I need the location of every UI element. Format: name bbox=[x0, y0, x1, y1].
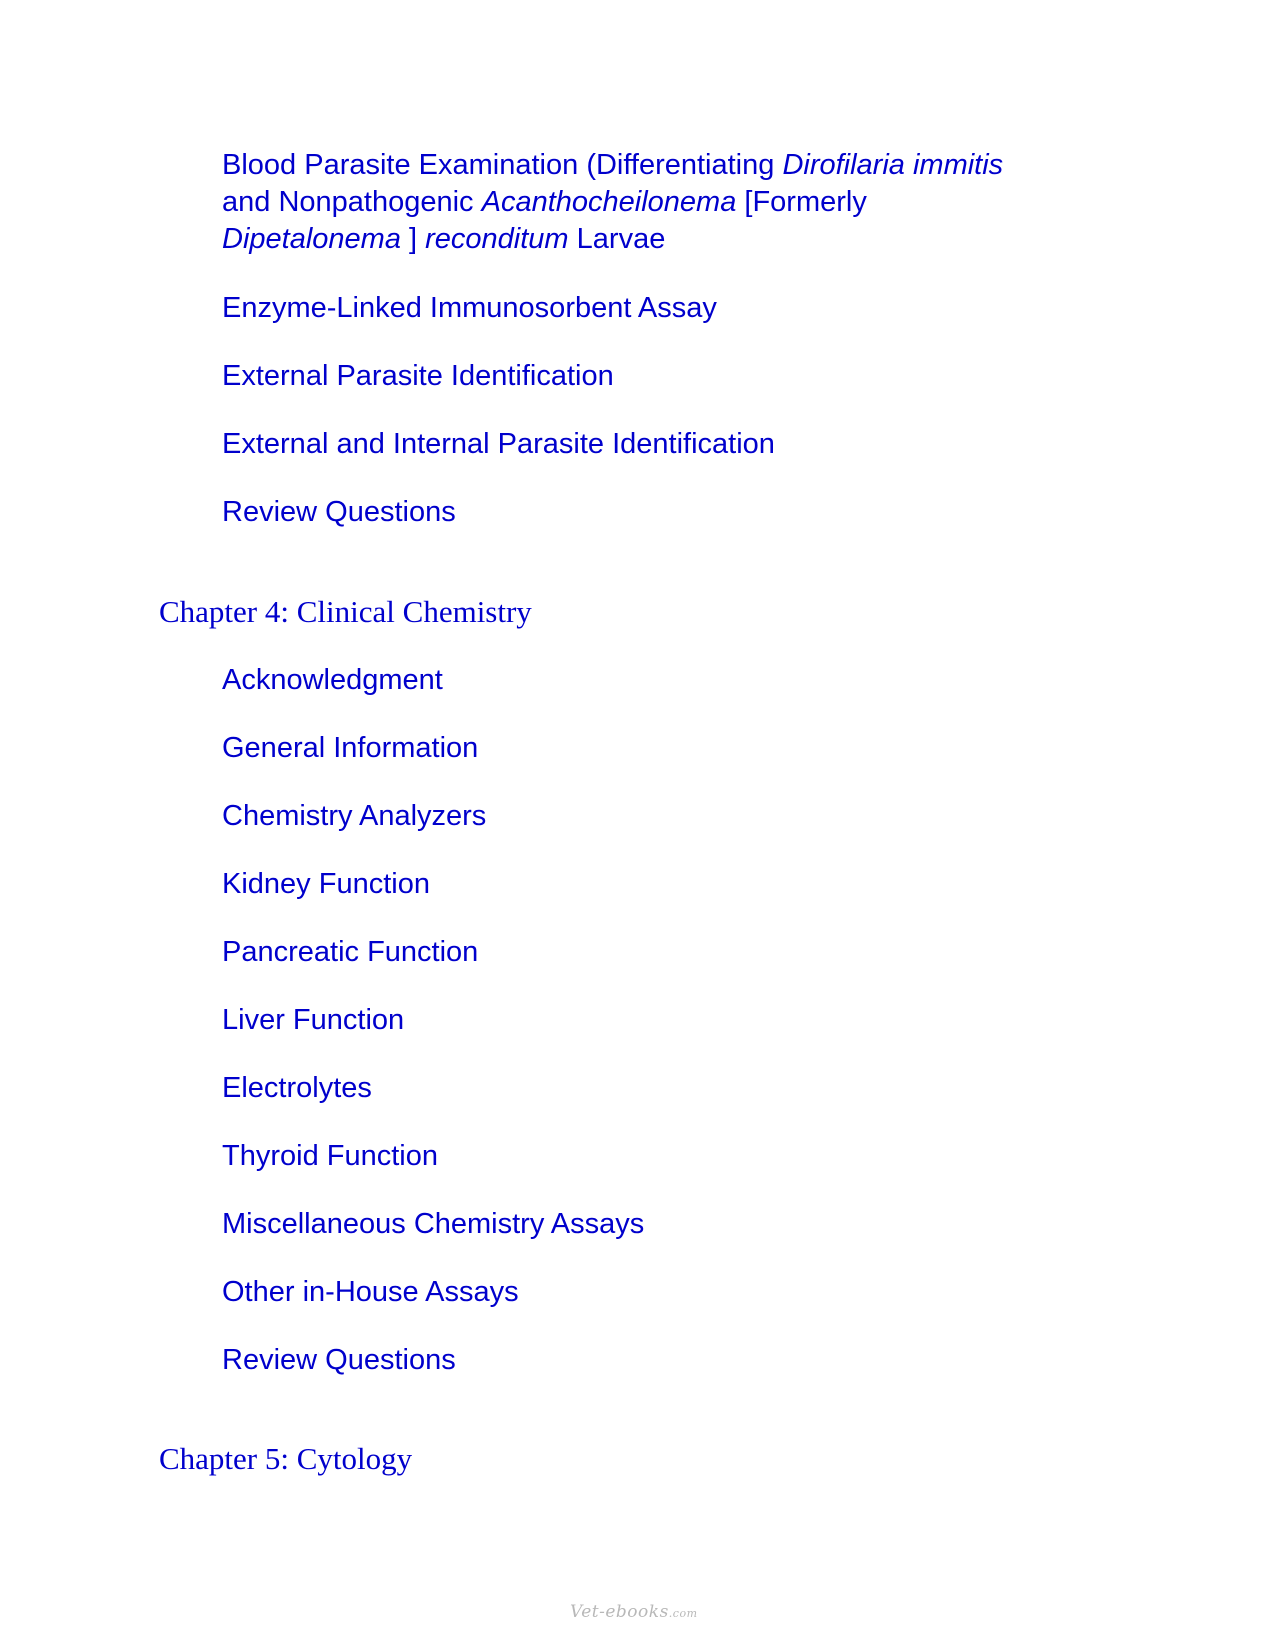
toc-link-liver-function[interactable]: Liver Function bbox=[222, 1004, 405, 1036]
toc-text: Blood Parasite Examination (Differentiating bbox=[222, 149, 783, 181]
toc-link-blood-parasite-examination[interactable] bbox=[222, 147, 1122, 258]
toc-text: Larvae bbox=[568, 223, 666, 255]
toc-text: ] bbox=[400, 223, 426, 255]
toc-link-enzyme-linked-immunosorbent-assay[interactable]: Enzyme-Linked Immunosorbent Assay bbox=[222, 292, 717, 324]
watermark-logo bbox=[570, 1602, 698, 1622]
toc-link-thyroid-function[interactable]: Thyroid Function bbox=[222, 1140, 438, 1172]
toc-text: and Nonpathogenic bbox=[222, 186, 482, 218]
toc-text-italic: reconditum bbox=[425, 223, 569, 255]
toc-link-miscellaneous-chemistry-assays[interactable]: Miscellaneous Chemistry Assays bbox=[222, 1208, 645, 1240]
toc-link-review-questions-ch4[interactable]: Review Questions bbox=[222, 1344, 456, 1376]
toc-link-kidney-function[interactable]: Kidney Function bbox=[222, 868, 430, 900]
toc-link-chemistry-analyzers[interactable]: Chemistry Analyzers bbox=[222, 800, 487, 832]
toc-text: [Formerly bbox=[736, 186, 867, 218]
toc-text-italic: Dipetalonema bbox=[222, 223, 401, 255]
toc-link-pancreatic-function[interactable]: Pancreatic Function bbox=[222, 936, 479, 968]
watermark-text: Vet-ebooks bbox=[570, 1602, 669, 1622]
toc-link-external-parasite-identification[interactable]: External Parasite Identification bbox=[222, 360, 614, 392]
toc-link-external-internal-parasite-identification[interactable]: External and Internal Parasite Identification bbox=[222, 428, 775, 460]
toc-link-review-questions-ch3[interactable]: Review Questions bbox=[222, 496, 456, 528]
toc-text-italic: Dirofilaria immitis bbox=[782, 149, 1004, 181]
watermark-suffix: .com bbox=[668, 1607, 698, 1620]
chapter-5-heading[interactable]: Chapter 5: Cytology bbox=[159, 1441, 413, 1476]
toc-link-general-information[interactable]: General Information bbox=[222, 732, 479, 764]
toc-link-other-in-house-assays[interactable]: Other in-House Assays bbox=[222, 1276, 519, 1308]
toc-text-italic: Acanthocheilonema bbox=[481, 186, 737, 218]
toc-link-electrolytes[interactable]: Electrolytes bbox=[222, 1072, 372, 1104]
chapter-4-heading[interactable]: Chapter 4: Clinical Chemistry bbox=[159, 594, 532, 629]
toc-link-acknowledgment[interactable]: Acknowledgment bbox=[222, 664, 443, 696]
